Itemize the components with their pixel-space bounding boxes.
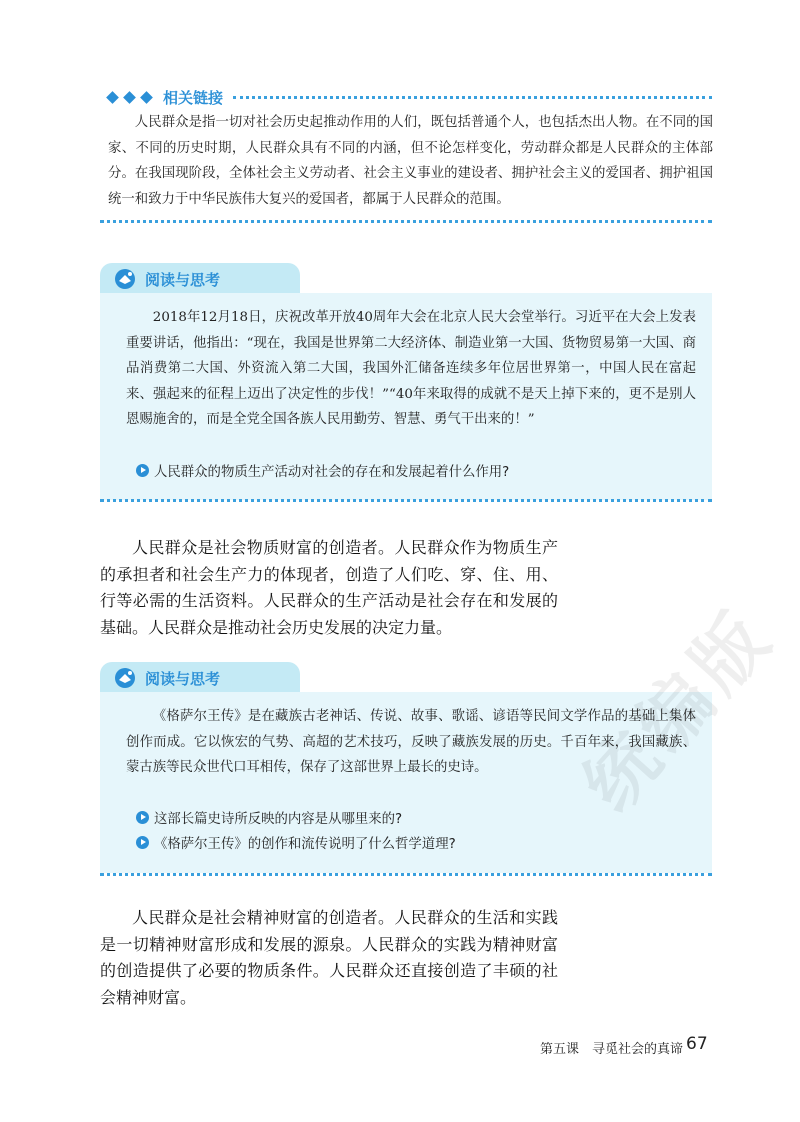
reading-text: 《格萨尔王传》是在藏族古老神话、传说、故事、歌谣、谚语等民间文学作品的基础上集体创作而成。它以恢宏的气势、高超的艺术技巧，反映了藏族发展的历史。千百年来，我国藏族、蒙古族等民众世代口耳相传，保存了这部世界上最长的史诗。 (126, 709, 696, 775)
reading-title: 阅读与思考 (145, 670, 221, 688)
reading-title: 阅读与思考 (145, 271, 221, 289)
reading-question (136, 808, 402, 827)
body-paragraph: 人民群众是社会精神财富的创造者。人民群众的生活和实践是一切精神财富形成和发展的源泉。人民群众的实践为精神财富的创造提供了必要的物质条件。人民群众还直接创造了丰硕的社会精神财富。 (100, 908, 558, 1007)
body-paragraph: 人民群众是社会物质财富的创造者。人民群众作为物质生产的承担者和社会生产力的体现者，创造了人们吃、穿、住、用、行等必需的生活资料。人民群众的生产活动是社会存在和发展的基础。人民群众是推动社会历史发展的决定力量。 (100, 538, 558, 637)
dotted-divider (100, 873, 712, 876)
diamond-icon (140, 91, 153, 104)
question-text: 《格萨尔王传》的创作和流传说明了什么哲学道理? (154, 837, 456, 852)
diamond-icon (106, 91, 119, 104)
reading-tab (100, 263, 300, 293)
reading-box (100, 293, 712, 500)
reading-icon (114, 268, 136, 290)
related-link-header (108, 88, 712, 106)
related-link-text: 人民群众是指一切对社会历史起推动作用的人们，既包括普通个人，也包括杰出人物。在不同的国家、不同的历史时期，人民群众具有不同的内涵，但不论怎样变化，劳动群众都是人民群众的主体部分。在我国现阶段，全体社会主义劳动者、社会主义事业的建设者、拥护社会主义的爱国者、拥护祖国统一和致力于中华民族伟大复兴的爱国者，都属于人民群众的范围。 (108, 115, 713, 207)
reading-question (136, 833, 456, 852)
dotted-divider (100, 220, 712, 223)
dotted-divider (100, 499, 712, 502)
question-text: 这部长篇史诗所反映的内容是从哪里来的? (154, 812, 403, 827)
page-number: 67 (686, 1034, 708, 1054)
watermark: 统编版 (566, 592, 790, 827)
reading-icon (114, 667, 136, 689)
diamond-icon (123, 91, 136, 104)
reading-text: 2018年12月18日，庆祝改革开放40周年大会在北京人民大会堂举行。习近平在大会上发表重要讲话，他指出：“现在，我国是世界第二大经济体、制造业第一大国、货物贸易第一大国、商品消费第二大国、外资流入第二大国，我国外汇储备连续多年位居世界第一，中国人民在富起来、强起来的征程上迈出了决定性的步伐！”“40年来取得的成就不是天上掉下来的，更不是别人恩赐施舍的，而是全党全国各族人民用勤劳、智慧、勇气干出来的！” (126, 310, 696, 427)
arrow-icon (136, 811, 149, 824)
reading-tab (100, 662, 300, 692)
footer-lesson-title: 第五课 寻觅社会的真谛 (540, 1042, 684, 1057)
question-text: 人民群众的物质生产活动对社会的存在和发展起着什么作用? (154, 465, 510, 480)
related-link-title: 相关链接 (163, 88, 224, 107)
dotted-divider (233, 96, 712, 99)
reading-question (136, 461, 509, 480)
arrow-icon (136, 464, 149, 477)
arrow-icon (136, 836, 149, 849)
